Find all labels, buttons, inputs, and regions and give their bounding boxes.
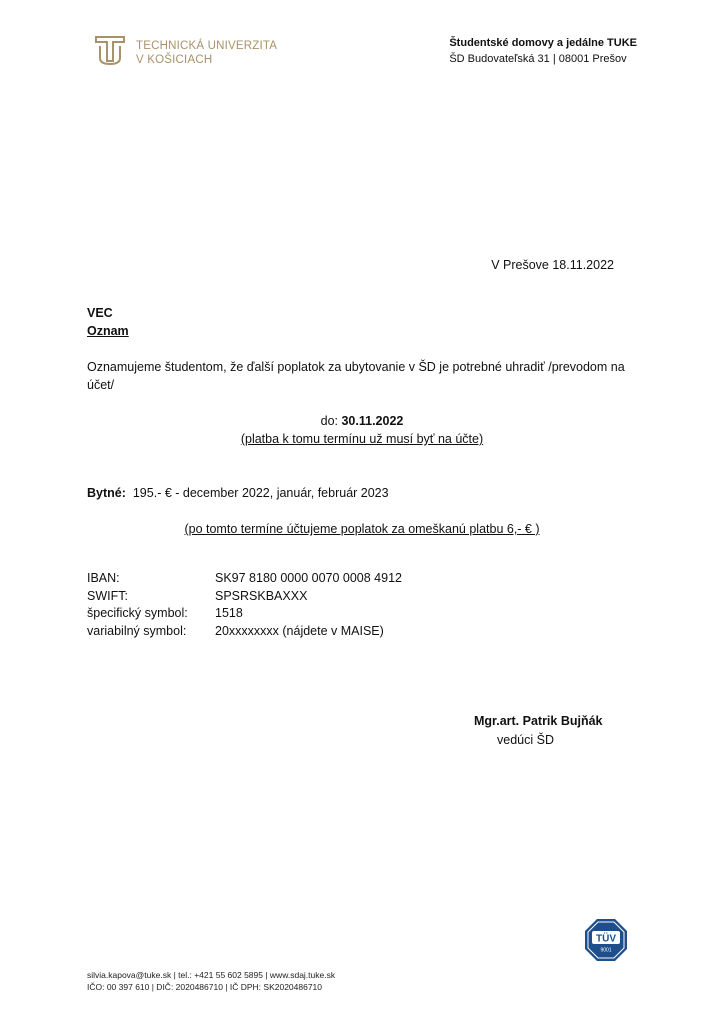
due-date-line <box>0 412 724 430</box>
tuv-number: 9001 <box>600 947 612 954</box>
rent-label: Bytné: <box>87 486 126 500</box>
bank-row-variable-symbol <box>87 623 402 641</box>
subject-title: Oznam <box>87 324 129 338</box>
bank-label: IBAN: <box>87 571 120 585</box>
organization-name: Študentské domovy a jedálne TUKE <box>449 37 637 49</box>
bank-label: SWIFT: <box>87 588 128 603</box>
due-prefix: do: <box>320 414 342 428</box>
bank-value: 20xxxxxxxx (nájdete v MAISE) <box>215 623 384 638</box>
tuv-certification-icon <box>584 918 628 967</box>
tuv-text: TÜV <box>596 933 616 945</box>
bank-value: SPSRSKBAXXX <box>215 588 308 603</box>
signatory-name: Mgr.art. Patrik Bujňák <box>474 714 603 728</box>
university-logo <box>94 34 277 67</box>
due-note: (platba k tomu termínu už musí byť na účte) <box>240 432 484 446</box>
bank-row-specific-symbol <box>87 605 402 623</box>
announcement-paragraph: Oznamujeme študentom, že ďalší poplatok za ubytovanie v ŠD je potrebné uhradiť /prevodom na účet/ <box>87 360 625 392</box>
signatory-role: vedúci ŠD <box>497 733 554 747</box>
bank-label: špecifický symbol: <box>87 606 188 620</box>
footer-contact: silvia.kapova@tuke.sk | tel.: +421 55 602 5895 | www.sdaj.tuke.sk <box>87 970 336 980</box>
bank-label: variabilný symbol: <box>87 623 187 638</box>
subject-label: VEC <box>87 306 113 320</box>
bank-details <box>87 570 402 640</box>
date-line: V Prešove 18.11.2022 <box>491 258 614 272</box>
organization-address: ŠD Budovateľská 31 | 08001 Prešov <box>449 53 627 65</box>
tuke-logo-icon <box>94 34 126 66</box>
bank-row-iban <box>87 570 402 588</box>
late-fee-note: (po tomto termíne účtujeme poplatok za omeškanú platbu 6,- € ) <box>184 522 540 536</box>
due-date: 30.11.2022 <box>341 414 404 428</box>
rent-line <box>87 484 389 502</box>
bank-row-swift <box>87 588 402 606</box>
logo-line-1: TECHNICKÁ UNIVERZITA <box>136 40 278 52</box>
bank-value: 1518 <box>215 606 243 620</box>
rent-text: 195.- € - december 2022, január, február 2023 <box>132 486 389 500</box>
footer-registration: IČO: 00 397 610 | DIČ: 2020486710 | IČ DPH: SK2020486710 <box>87 982 323 992</box>
logo-line-2: V KOŠICIACH <box>136 54 213 66</box>
letterhead-address <box>449 35 637 67</box>
bank-value: SK97 8180 0000 0070 0008 4912 <box>215 571 402 585</box>
footer <box>87 969 335 993</box>
